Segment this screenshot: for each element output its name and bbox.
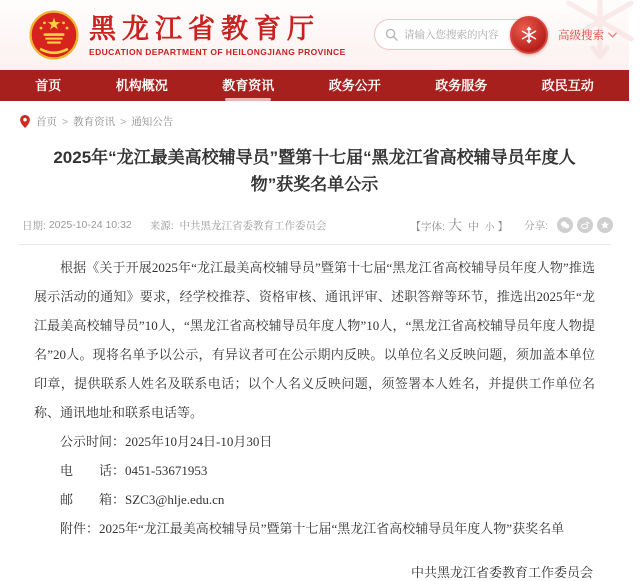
font-bracket-close: 】: [497, 221, 508, 233]
source-value: 中共黑龙江省委教育工作委员会: [179, 219, 327, 232]
nav-item-public-interaction[interactable]: 政民互动: [541, 78, 594, 93]
snowflake-icon: [519, 25, 539, 45]
font-size-control: [411, 215, 508, 235]
font-size-medium-button[interactable]: 中: [467, 221, 479, 233]
nav-item-organization[interactable]: 机构概况: [115, 78, 168, 93]
nav-item-government-services[interactable]: 政务服务: [435, 78, 488, 93]
nav-item-education-news-label: 教育资讯: [222, 78, 275, 93]
share-label: 分享:: [524, 219, 548, 232]
main-navigation: [0, 70, 629, 101]
breadcrumb: [0, 101, 629, 129]
email-line: 邮 箱：SZC3@hlje.edu.cn: [60, 492, 225, 507]
search-submit-button[interactable]: [510, 16, 548, 54]
chevron-down-icon: [608, 32, 617, 38]
location-pin-icon: [20, 115, 30, 128]
active-tab-underline: [225, 98, 271, 101]
meta-divider: [18, 244, 611, 245]
date-label: 日期:: [22, 219, 46, 232]
breadcrumb-separator: >: [120, 115, 127, 128]
site-header: [0, 0, 629, 70]
search-icon: [385, 28, 398, 41]
search-input[interactable]: [404, 29, 514, 41]
share-wechat-icon[interactable]: [557, 217, 573, 233]
breadcrumb-home[interactable]: 首页: [36, 116, 57, 128]
font-size-large-button[interactable]: 大: [447, 217, 462, 233]
issuing-authority-signature: 中共黑龙江省委教育工作委员会: [410, 565, 593, 580]
advanced-search-link[interactable]: [558, 27, 617, 43]
breadcrumb-notices[interactable]: 通知公告: [131, 116, 174, 128]
advanced-search-label: 高级搜索: [558, 29, 604, 42]
phone-line: 电 话：0451-53671953: [60, 463, 208, 478]
breadcrumb-education-news[interactable]: 教育资讯: [73, 116, 116, 128]
national-emblem-logo: [28, 9, 80, 61]
source-label: 来源:: [149, 219, 174, 232]
search-box[interactable]: [374, 19, 546, 50]
share-favorite-icon[interactable]: [597, 217, 613, 233]
share-controls: [524, 217, 613, 233]
nav-item-education-news[interactable]: [208, 70, 288, 101]
font-size-small-button[interactable]: 小: [484, 222, 495, 233]
breadcrumb-separator: >: [62, 115, 69, 128]
article-paragraph: 根据《关于开展2025年“龙江最美高校辅导员”暨第十七届“黑龙江省高校辅导员年度人物”推选展示活动的通知》要求，经学校推荐、资格审核、通讯评审、述职答辩等环节，推选出2025年“龙江最美高校辅导员”10人，“黑龙江省高校辅导员年度人物”10人，“黑龙江省高校辅导员年度人物提名”20人。现将名单予以公示，有异议者可在公示期内反映。以单位名义反映问题，须加盖本单位印章，提供联系人姓名及联系电话；以个人名义反映问题，须签署本人姓名，并提供工作单位名称、通讯地址和联系电话等。: [34, 260, 595, 420]
page-title: 2025年“龙江最美高校辅导员”暨第十七届“黑龙江省高校辅导员年度人物”获奖名单公示: [53, 148, 576, 194]
share-weibo-icon[interactable]: [577, 217, 593, 233]
date-value: 2025-10-24 10:32: [48, 219, 132, 231]
nav-item-government-affairs[interactable]: 政务公开: [328, 78, 381, 93]
site-title: 黑龙江省教育厅: [89, 13, 320, 44]
font-bracket-open: 【字体:: [410, 221, 445, 233]
article-meta-bar: [0, 215, 629, 235]
publicity-period-line: 公示时间：2025年10月24日-10月30日: [60, 434, 273, 449]
site-title-english: EDUCATION DEPARTMENT OF HEILONGJIANG PROVINCE: [89, 46, 346, 57]
nav-item-home[interactable]: 首页: [35, 78, 62, 93]
attachment-line: 附件：2025年“龙江最美高校辅导员”暨第十七届“黑龙江省高校辅导员年度人物”获奖名单: [60, 521, 565, 536]
article-body: [34, 253, 595, 543]
